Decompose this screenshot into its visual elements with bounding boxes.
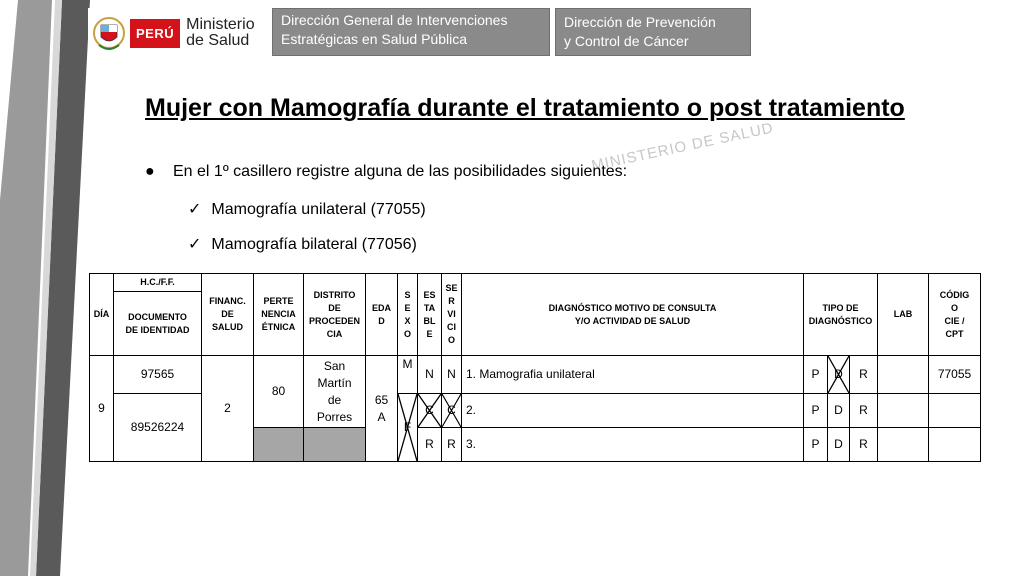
cell-lab-1 — [878, 356, 929, 394]
header-edad-line-2: D — [378, 315, 385, 326]
cell-d-2: D — [828, 394, 850, 428]
header-serv-line-2: R — [448, 296, 455, 306]
cell-sexo-f — [398, 394, 418, 462]
header-serv-line-1: SE — [445, 283, 458, 293]
cell-dia: 9 — [90, 356, 114, 462]
cell-documento: 89526224 — [114, 394, 202, 462]
header-box-dgiesp-line-2: Estratégicas en Salud Pública — [281, 31, 467, 47]
cell-r-2: R — [850, 394, 878, 428]
cell-pertenencia: 80 — [254, 356, 304, 428]
cell-serv-2 — [442, 394, 462, 428]
cell-p-1: P — [804, 356, 828, 394]
cell-distrito-blank — [304, 428, 366, 462]
header-dist-line-1: DISTRITO — [313, 289, 356, 300]
header-financ-line-3: SALUD — [212, 322, 243, 332]
header-financ-line-2: DE — [221, 309, 234, 319]
header-serv-line-3: VI — [447, 309, 456, 319]
ministry-line-2: de Salud — [186, 32, 250, 49]
his-register-table — [89, 273, 981, 462]
header-tipo-diagnostico — [804, 274, 878, 356]
cell-d-1 — [828, 356, 850, 394]
cell-codigo-1: 77055 — [929, 356, 981, 394]
cell-edad — [366, 356, 398, 462]
header-sexo-line-4: O — [403, 328, 411, 339]
bullet-item-1 — [188, 199, 426, 219]
header-pertenencia — [254, 274, 304, 356]
cell-pertenencia-blank — [254, 428, 304, 462]
cell-est-1: N — [418, 356, 442, 394]
ministry-line-1: Ministerio — [186, 16, 255, 33]
header-sexo-line-1: S — [404, 289, 411, 300]
header-tipo-line-2: DIAGNÓSTICO — [808, 315, 873, 326]
bullet-item-2-text: Mamografía bilateral (77056) — [211, 236, 417, 253]
ministry-logo — [88, 8, 266, 58]
header-diag-line-2: Y/O ACTIVIDAD DE SALUD — [574, 315, 691, 326]
cell-d-1-text: D — [834, 367, 843, 381]
bullet-main — [145, 163, 627, 181]
header-servicio — [442, 274, 462, 356]
cell-lab-3 — [878, 428, 929, 462]
header-financ-line-1: FINANC. — [209, 296, 246, 306]
edad-line-1: 65 — [374, 392, 389, 407]
cell-serv-1: N — [442, 356, 462, 394]
distrito-line-4: Porres — [316, 409, 353, 424]
header-diagnostico — [462, 274, 804, 356]
header-establecimiento — [418, 274, 442, 356]
cell-r-1: R — [850, 356, 878, 394]
header-box-dpcan — [555, 8, 751, 56]
header-documento — [114, 292, 202, 356]
header-cod-line-4: CPT — [945, 328, 964, 339]
header-dist-line-3: PROCEDEN — [308, 315, 360, 326]
header-dist-line-2: DE — [328, 302, 341, 313]
header-dia: DÍA — [90, 274, 114, 356]
header-hc: H.C./F.F. — [114, 274, 202, 292]
left-decorative-bands — [0, 0, 100, 576]
header-pert-line-2: NENCIA — [261, 309, 296, 319]
header-doc-line-2: DE IDENTIDAD — [125, 324, 190, 335]
cell-financ: 2 — [202, 356, 254, 462]
header-pert-line-3: ÉTNICA — [261, 322, 296, 332]
cell-sexo-m: M — [398, 356, 418, 394]
header-lab: LAB — [878, 274, 929, 356]
cell-diag-3: 3. — [462, 428, 804, 462]
checkmark-icon: ✓ — [188, 201, 202, 218]
header-serv-line-4: CI — [447, 322, 456, 332]
cell-lab-2 — [878, 394, 929, 428]
header-estab-line-2: TA — [423, 302, 436, 313]
header-sexo-line-2: E — [404, 302, 411, 313]
slide-title: Mujer con Mamografía durante el tratamiento o post tratamiento — [145, 94, 905, 122]
header-edad — [366, 274, 398, 356]
header-box-dpcan-line-2: y Control de Cáncer — [564, 33, 689, 49]
header-cod-line-1: CÓDIG — [939, 289, 970, 300]
cell-serv-3: R — [442, 428, 462, 462]
cell-est-3: R — [418, 428, 442, 462]
header-codigo — [929, 274, 981, 356]
checkmark-icon: ✓ — [188, 236, 202, 253]
bullet-item-2 — [188, 234, 417, 254]
header-pert-line-1: PERTE — [263, 296, 294, 306]
distrito-line-2: Martín — [317, 375, 352, 390]
header-distrito — [304, 274, 366, 356]
cell-est-2-text: C — [425, 403, 434, 417]
watermark: MINISTERIO DE SALUD — [590, 119, 776, 175]
header-sexo — [398, 274, 418, 356]
cell-r-3: R — [850, 428, 878, 462]
header-estab-line-3: BL — [423, 315, 436, 326]
cell-diag-2: 2. — [462, 394, 804, 428]
cell-serv-2-text: C — [447, 403, 456, 417]
edad-line-2: A — [377, 409, 386, 424]
peru-coat-of-arms-icon — [92, 11, 126, 55]
bullet-main-text: En el 1º casillero registre alguna de las posibilidades siguientes: — [173, 163, 628, 180]
header-serv-line-5: O — [447, 335, 455, 345]
distrito-line-3: de — [327, 392, 342, 407]
header-estab-line-1: ES — [423, 289, 436, 300]
cell-hc: 97565 — [114, 356, 202, 394]
header-box-dgiesp — [272, 8, 550, 56]
distrito-line-1: San — [323, 358, 346, 373]
cell-codigo-2 — [929, 394, 981, 428]
header-doc-line-1: DOCUMENTO — [128, 311, 187, 322]
cell-d-3: D — [828, 428, 850, 462]
bullet-item-1-text: Mamografía unilateral (77055) — [211, 201, 426, 218]
cell-distrito — [304, 356, 366, 428]
cell-est-2 — [418, 394, 442, 428]
peru-label: PERÚ — [130, 19, 180, 48]
cell-p-2: P — [804, 394, 828, 428]
header-box-dgiesp-line-1: Dirección General de Intervenciones — [281, 12, 508, 28]
header-edad-line-1: EDA — [371, 302, 391, 313]
bullet-dot-icon: ● — [145, 163, 155, 180]
cell-p-3: P — [804, 428, 828, 462]
header-cod-line-3: CIE / — [944, 315, 965, 326]
header-sexo-line-3: X — [404, 315, 411, 326]
cell-codigo-3 — [929, 428, 981, 462]
cell-diag-1: 1. Mamografia unilateral — [462, 356, 804, 394]
ministry-name — [186, 17, 254, 49]
header-cod-line-2: O — [951, 302, 959, 313]
header-dist-line-4: CIA — [326, 328, 343, 339]
header-tipo-line-1: TIPO DE — [822, 302, 859, 313]
header-box-dpcan-line-1: Dirección de Prevención — [564, 14, 716, 30]
cell-sexo-f-text: F — [403, 420, 412, 434]
header-diag-line-1: DIAGNÓSTICO MOTIVO DE CONSULTA — [548, 302, 717, 313]
header-financ — [202, 274, 254, 356]
header-estab-line-4: E — [426, 328, 433, 339]
